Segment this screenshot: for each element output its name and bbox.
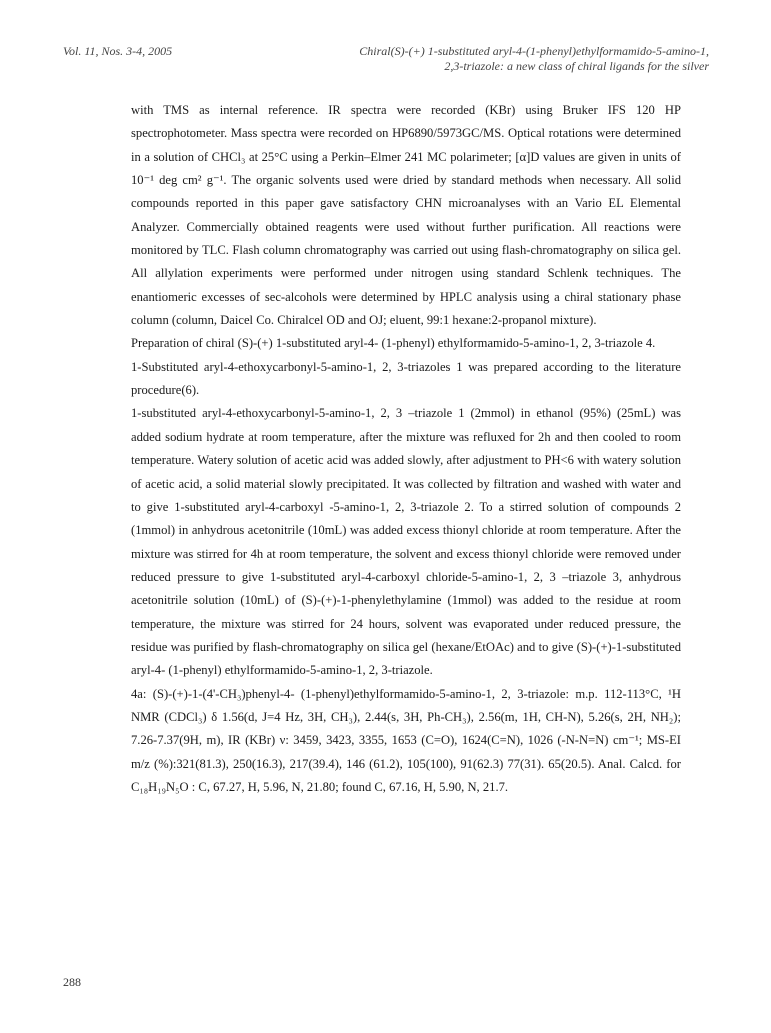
paragraph-procedure: 1-substituted aryl-4-ethoxycarbonyl-5-amino-1, 2, 3 –triazole 1 (2mmol) in ethanol (95%) (25mL) was added sodium hydrate at room temperature, after the mixture was refluxed for 2h and then cooled to room temperature. Watery solution of acetic acid was added slowly, after adjustment to PH<6 with watery solution of acetic acid, a solid material slowly precipitated. It was collected by filtration and washed with water and to give 1-substituted aryl-4-carboxyl -5-amino-1, 2, 3-triazole 2. To a stirred solution of compounds 2 (1mmol) in anhydrous acetonitrile (10mL) was added excess thionyl chloride at room temperature. After the mixture was stirred for 4h at room temperature, the solvent and excess thionyl chloride were removed under reduced pressure to give 1-substituted aryl-4-carboxyl chloride-5-amino-1, 2, 3 –triazole 3, anhydrous acetonitrile solution (10mL) of (S)-(+)-1-phenylethylamine (1mmol) was added to the residue at room temperature, the mixture was stirred for 24 hours, solvent was evaporated under reduced pressure, the residue was purified by flash-chromatography on silica gel (hexane/EtOAc) and to give (S)-(+)-1-substituted aryl-4- (1-phenyl) ethylformamido-5-amino-1, 2, 3-triazole. — [131, 406, 681, 678]
paragraph-preparation-heading: Preparation of chiral (S)-(+) 1-substituted aryl-4- (1-phenyl) ethylformamido-5-amino-1, 2, 3-triazole 4. — [131, 336, 656, 351]
running-header-right — [249, 44, 709, 74]
running-header-right-line1: Chiral(S)-(+) 1-substituted aryl-4-(1-phenyl)ethylformamido-5-amino-1, — [359, 44, 709, 58]
paragraph-compound-4a: 4a: (S)-(+)-1-(4'-CH₃)phenyl-4- (1-phenyl)ethylformamido-5-amino-1, 2, 3-triazole: m.p. 112-113°C, ¹H NMR (CDCl₃) δ 1.56(d, J=4 Hz, 3H, CH₃), 2.44(s, 3H, Ph-CH₃), 2.56(m, 1H, CH-N), 5.26(s, 2H, NH₂); 7.26-7.37(9H, m), IR (KBr) ν: 3459, 3423, 3355, 1653 (C=O), 1624(C=N), 1026 (-N-N=N) cm⁻¹; MS-EI m/z (%):321(81.3), 250(16.3), 217(39.4), 146 (61.2), 105(100), 91(62.3) 77(31). 65(20.5). Anal. Calcd. for C₁₈H₁₉N₅O : C, 67.27, H, 5.96, N, 21.80; found C, 67.16, H, 5.90, N, 21.7. — [131, 686, 681, 794]
running-header-right-line2: 2,3-triazole: a new class of chiral ligands for the silver — [444, 59, 709, 73]
page-number: 288 — [63, 975, 81, 989]
running-header-left: Vol. 11, Nos. 3-4, 2005 — [63, 44, 173, 58]
paragraph-literature: 1-Substituted aryl-4-ethoxycarbonyl-5-amino-1, 2, 3-triazoles 1 was prepared according to the literature procedure(6). — [131, 359, 681, 398]
paragraph-methods: with TMS as internal reference. IR spectra were recorded (KBr) using Bruker IFS 120 HP spectrophotometer. Mass spectra were recorded on HP6890/5973GC/MS. Optical rotations were determined in a solution of CHCl₃ at 25°C using a Perkin–Elmer 241 MC polarimeter; [α]D values are given in units of 10⁻¹ deg cm² g⁻¹. The organic solvents used were dried by standard methods when necessary. All solid compounds reported in this paper gave satisfactory CHN microanalyses with an Vario EL Elemental Analyzer. Commercially obtained reagents were used without further purification. All reactions were monitored by TLC. Flash column chromatography was carried out using flash-chromatography on silica gel. All allylation experiments were performed under nitrogen using standard Schlenk techniques. The enantiomeric excesses of sec-alcohols were determined by HPLC analysis using a chiral stationary phase column (column, Daicel Co. Chiralcel OD and OJ; eluent, 99:1 hexane:2-propanol mixture). — [131, 103, 681, 328]
body-text — [131, 99, 681, 799]
